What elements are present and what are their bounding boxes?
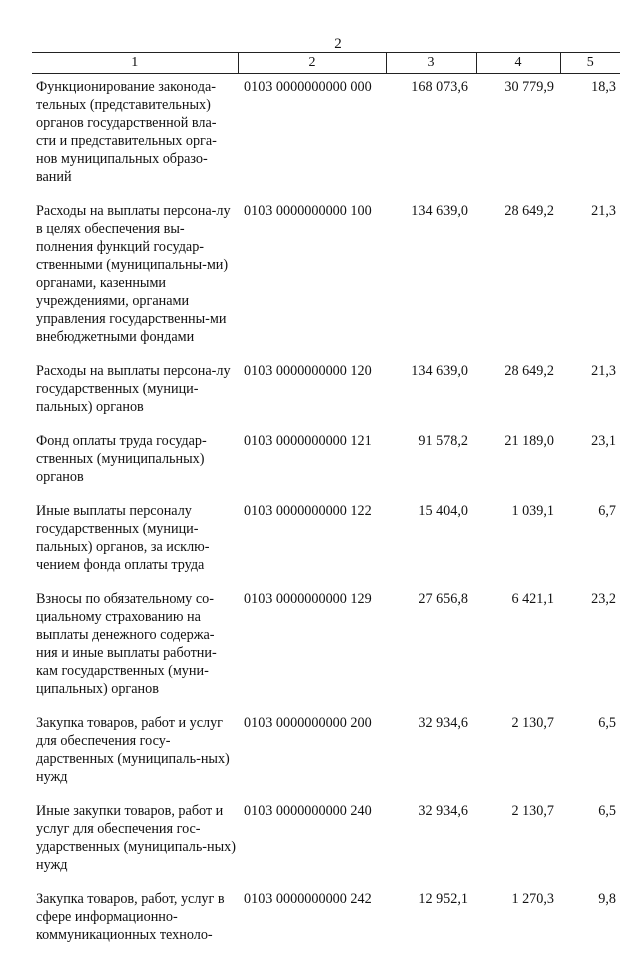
- column-header-3: 3: [386, 53, 476, 74]
- row-value-col4: 6 421,1: [476, 586, 560, 710]
- row-value-col3: 91 578,2: [386, 428, 476, 498]
- row-name: Фонд оплаты труда государ-ственных (муниципальных) органов: [32, 428, 238, 498]
- row-code: 0103 0000000000 129: [238, 586, 386, 710]
- row-code: 0103 0000000000 122: [238, 498, 386, 586]
- row-value-col3: 12 952,1: [386, 886, 476, 956]
- row-value-col3: 27 656,8: [386, 586, 476, 710]
- table-row: [32, 710, 620, 798]
- row-name: Иные закупки товаров, работ и услуг для обеспечения гос-ударственных (муниципаль-ных) нужд: [32, 798, 238, 886]
- row-code: 0103 0000000000 200: [238, 710, 386, 798]
- table-row: [32, 886, 620, 956]
- row-code: 0103 0000000000 000: [238, 74, 386, 199]
- page-number: 2: [0, 36, 640, 53]
- row-value-col5: 21,3: [560, 358, 620, 428]
- column-header-5: 5: [560, 53, 620, 74]
- budget-table: [32, 52, 620, 956]
- row-value-col3: 168 073,6: [386, 74, 476, 199]
- table-row: [32, 798, 620, 886]
- table-row: [32, 358, 620, 428]
- table-row: [32, 498, 620, 586]
- row-value-col3: 134 639,0: [386, 358, 476, 428]
- column-header-4: 4: [476, 53, 560, 74]
- row-value-col4: 21 189,0: [476, 428, 560, 498]
- row-value-col5: 18,3: [560, 74, 620, 199]
- row-value-col4: 1 039,1: [476, 498, 560, 586]
- row-name: Взносы по обязательному со-циальному страхованию на выплаты денежного содержа-ния и иные выплаты работни-кам государственных (муни-ципальных) органов: [32, 586, 238, 710]
- header-row: [32, 53, 620, 74]
- row-value-col4: 2 130,7: [476, 798, 560, 886]
- row-name: Закупка товаров, работ и услуг для обеспечения госу-дарственных (муниципаль-ных) нужд: [32, 710, 238, 798]
- row-value-col3: 32 934,6: [386, 710, 476, 798]
- row-name: Закупка товаров, работ, услуг в сфере информационно-коммуникационных техноло-: [32, 886, 238, 956]
- row-value-col4: 28 649,2: [476, 358, 560, 428]
- row-code: 0103 0000000000 240: [238, 798, 386, 886]
- column-header-2: 2: [238, 53, 386, 74]
- row-value-col4: 28 649,2: [476, 198, 560, 358]
- table-body: [32, 74, 620, 956]
- table-header: [32, 53, 620, 74]
- row-code: 0103 0000000000 242: [238, 886, 386, 956]
- row-value-col5: 6,5: [560, 710, 620, 798]
- row-value-col5: 23,2: [560, 586, 620, 710]
- row-value-col3: 32 934,6: [386, 798, 476, 886]
- row-value-col3: 15 404,0: [386, 498, 476, 586]
- table-row: [32, 428, 620, 498]
- row-value-col5: 6,7: [560, 498, 620, 586]
- row-value-col4: 30 779,9: [476, 74, 560, 199]
- table-row: [32, 198, 620, 358]
- row-name: Расходы на выплаты персона-лу в целях обеспечения вы-полнения функций государ-ственными (муниципальны-ми) органами, казенными учреждениями, органами управления государственны-ми внебюджетными фондами: [32, 198, 238, 358]
- row-value-col3: 134 639,0: [386, 198, 476, 358]
- row-name: Функционирование законода-тельных (представительных) органов государственной вла-сти и представительных орга-нов муниципальных образо-ваний: [32, 74, 238, 199]
- row-code: 0103 0000000000 120: [238, 358, 386, 428]
- row-value-col4: 1 270,3: [476, 886, 560, 956]
- table-row: [32, 74, 620, 199]
- table-row: [32, 586, 620, 710]
- row-value-col5: 9,8: [560, 886, 620, 956]
- row-value-col5: 23,1: [560, 428, 620, 498]
- row-name: Расходы на выплаты персона-лу государственных (муници-пальных) органов: [32, 358, 238, 428]
- row-value-col5: 6,5: [560, 798, 620, 886]
- row-code: 0103 0000000000 100: [238, 198, 386, 358]
- column-header-1: 1: [32, 53, 238, 74]
- row-code: 0103 0000000000 121: [238, 428, 386, 498]
- row-value-col5: 21,3: [560, 198, 620, 358]
- row-value-col4: 2 130,7: [476, 710, 560, 798]
- row-name: Иные выплаты персоналу государственных (муници-пальных) органов, за исклю-чением фонда оплаты труда: [32, 498, 238, 586]
